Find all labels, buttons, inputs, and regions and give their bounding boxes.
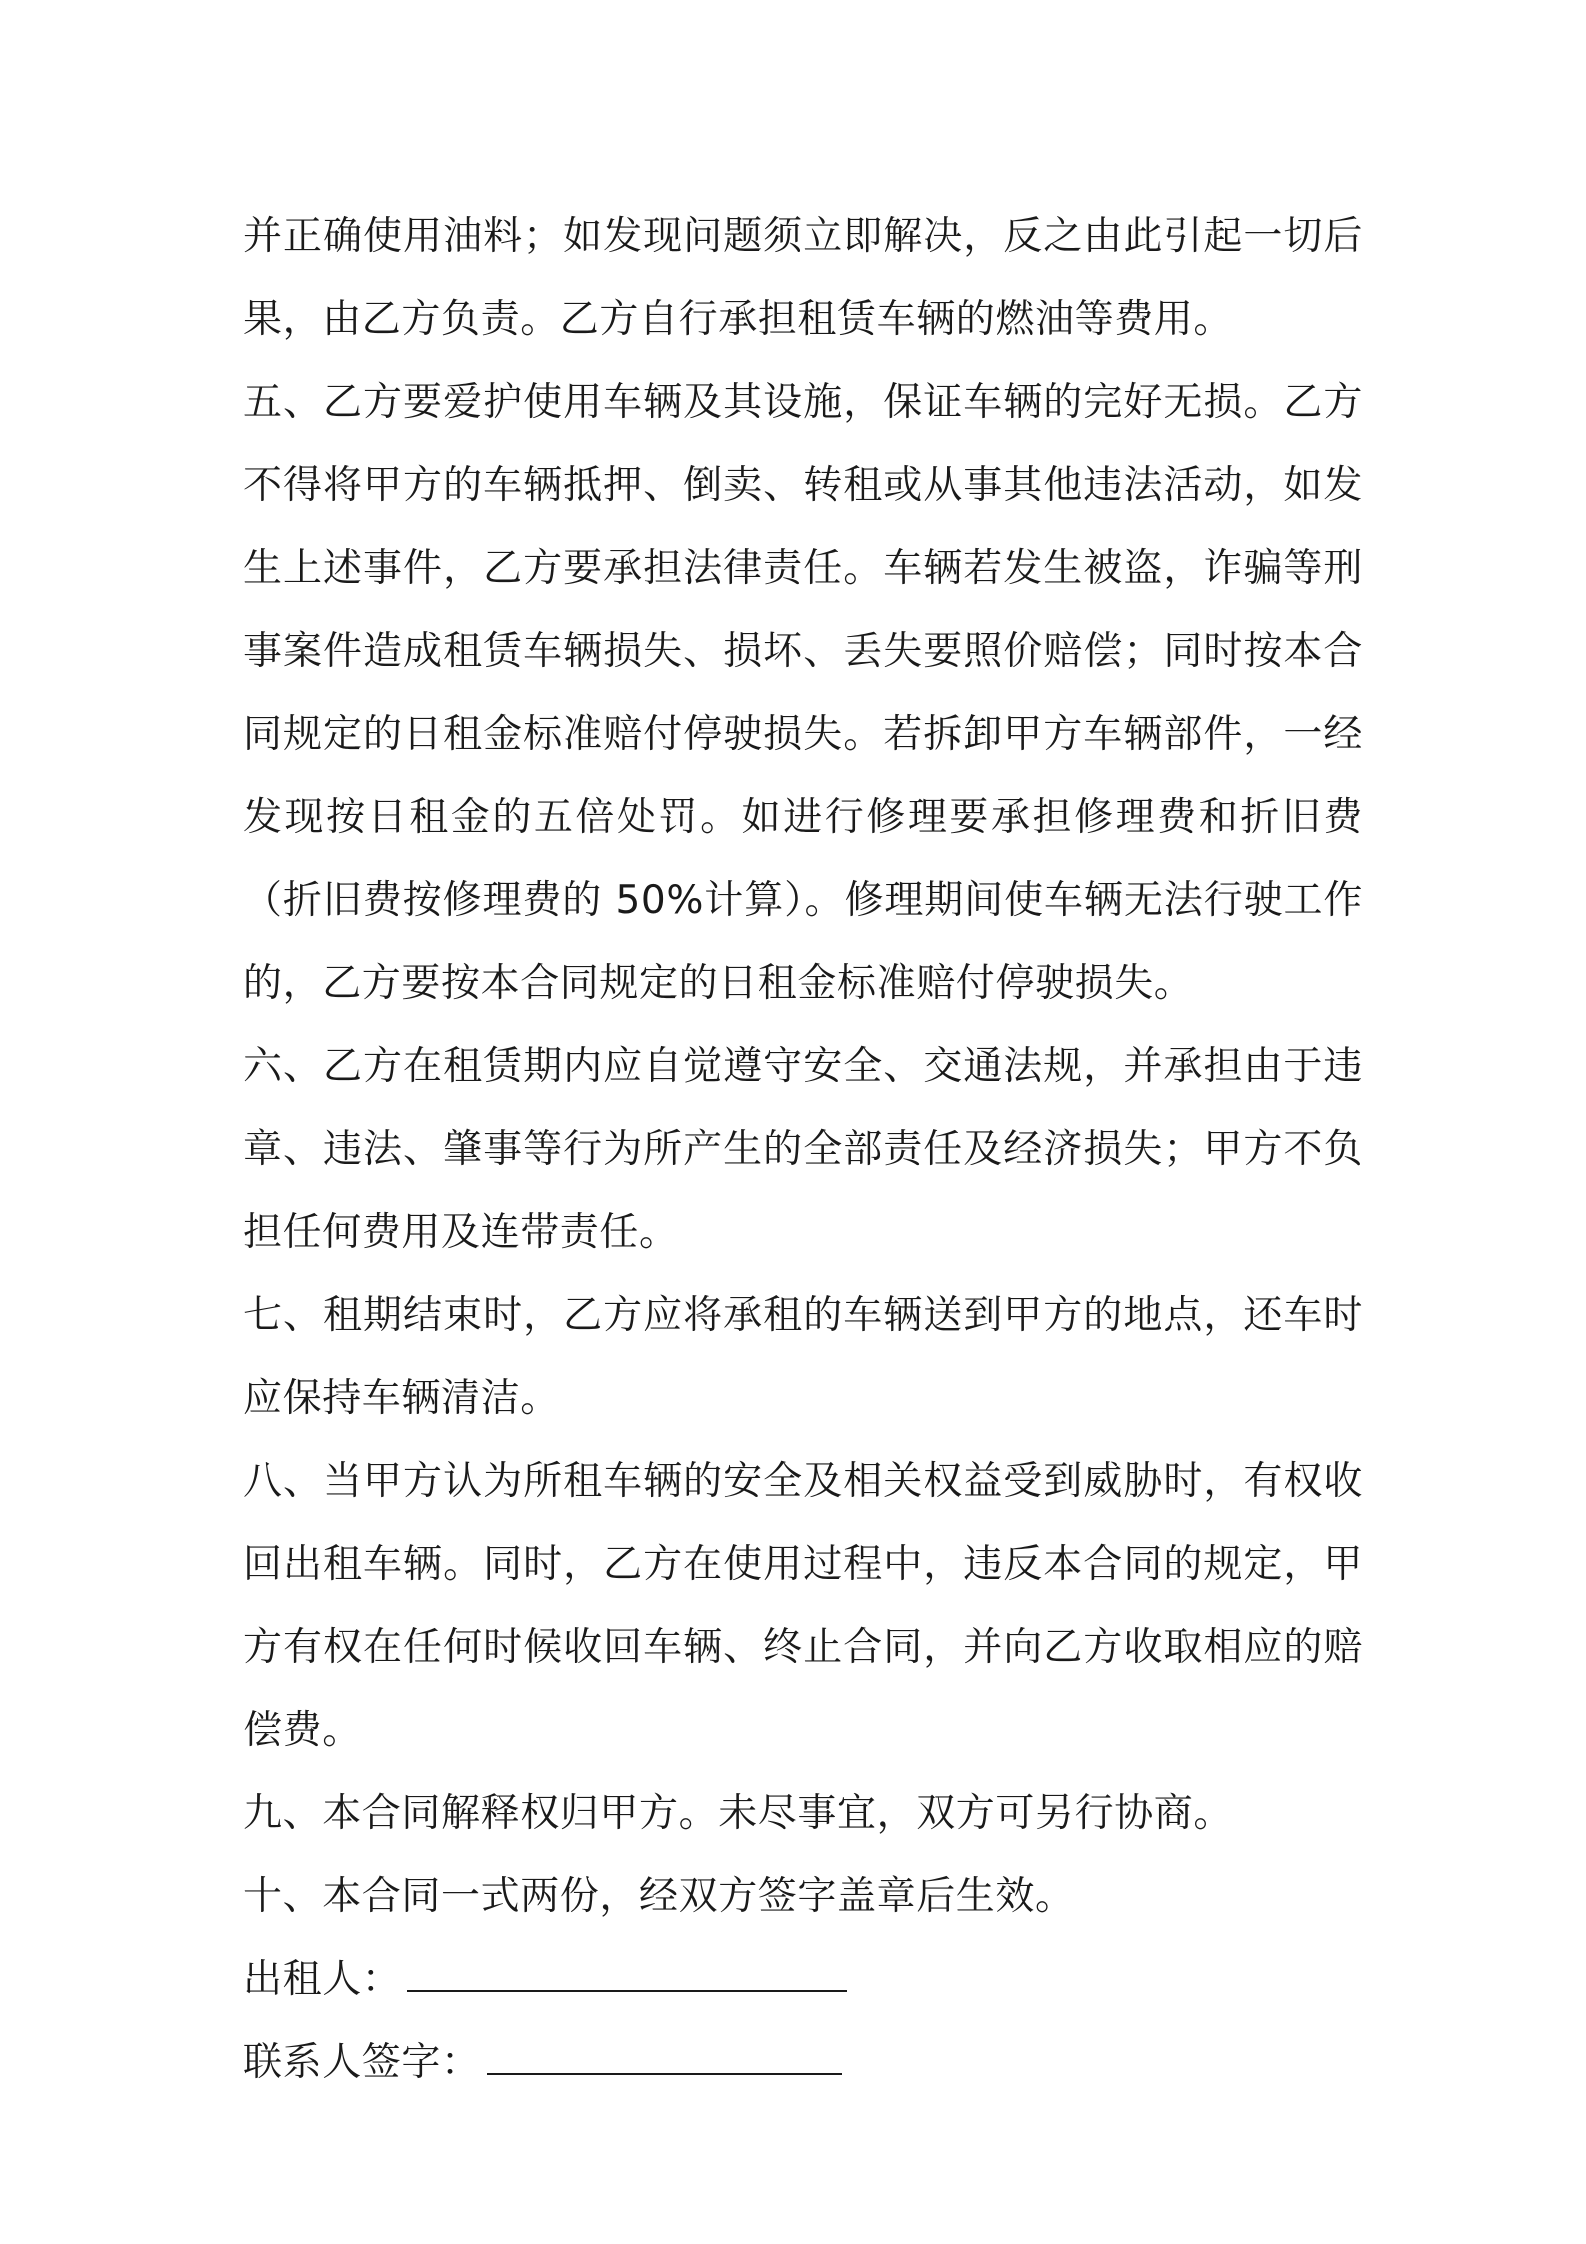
contact-signature-line [487,2041,842,2075]
paragraph-clause-9: 九、本合同解释权归甲方。未尽事宜，双方可另行协商。 [243,1791,1234,1836]
contact-signature-row [243,2021,1363,2104]
document-body [243,195,1363,2104]
paragraph-clause-7: 七、租期结束时，乙方应将承租的车辆送到甲方的地点，还车时应保持车辆清洁。 [243,1293,1363,1421]
paragraph-clause-8: 八、当甲方认为所租车辆的安全及相关权益受到威胁时，有权收回出租车辆。同时，乙方在使用过程中，违反本合同的规定，甲方有权在任何时候收回车辆、终止合同，并向乙方收取相应的赔偿费。 [243,1459,1363,1753]
paragraph-clause-5: 五、乙方要爱护使用车辆及其设施，保证车辆的完好无损。乙方不得将甲方的车辆抵押、倒卖、转租或从事其他违法活动，如发生上述事件，乙方要承担法律责任。车辆若发生被盗，诈骗等刑事案件造成租赁车辆损失、损坏、丢失要照价赔偿；同时按本合同规定的日租金标准赔付停驶损失。若拆卸甲方车辆部件，一经发现按日租金的五倍处罚。如进行修理要承担修理费和折旧费（折旧费按修理费的 50%计算）。修理期间使车辆无法行驶工作的，乙方要按本合同规定的日租金标准赔付停驶损失。 [243,380,1363,1006]
lessor-signature-row [243,1938,1363,2021]
contact-label: 联系人签字： [243,2040,481,2085]
lessor-label: 出租人： [243,1957,402,2002]
paragraph-fuel: 并正确使用油料；如发现问题须立即解决，反之由此引起一切后果，由乙方负责。乙方自行承担租赁车辆的燃油等费用。 [243,214,1363,342]
lessor-signature-line [407,1958,847,1992]
paragraph-clause-10: 十、本合同一式两份，经双方签字盖章后生效。 [243,1874,1075,1919]
paragraph-clause-6: 六、乙方在租赁期内应自觉遵守安全、交通法规，并承担由于违章、违法、肇事等行为所产生的全部责任及经济损失；甲方不负担任何费用及连带责任。 [243,1044,1363,1255]
